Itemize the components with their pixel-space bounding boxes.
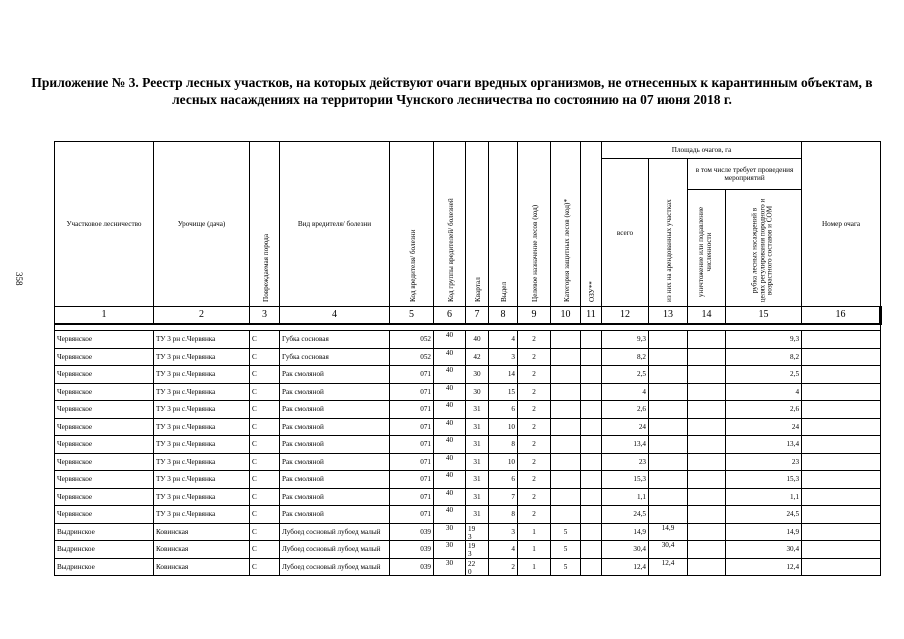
cell-col-7: 31 [466, 401, 489, 419]
cell-col-16 [802, 401, 881, 419]
cell-col-15: 8,2 [726, 348, 802, 366]
cell-col-5: 039 [390, 523, 434, 541]
cell-col-7: 42 [466, 348, 489, 366]
cell-col-6: 40 [434, 488, 466, 506]
cell-col-13: 14,9 [649, 523, 688, 541]
cell-col-11 [581, 401, 602, 419]
cell-col-11 [581, 436, 602, 454]
cell-col-5: 071 [390, 383, 434, 401]
cell-col-2: Ковинская [154, 558, 250, 576]
cell-col-10 [551, 436, 581, 454]
table-row [55, 541, 881, 559]
header-focus-number: Номер очага [802, 142, 881, 307]
cell-col-2: ТУ 3 рн с.Червянка [154, 331, 250, 349]
header-row-1 [55, 142, 881, 159]
header-tract: Урочище (дача) [154, 142, 250, 307]
cell-col-8: 3 [489, 523, 518, 541]
cell-col-9: 2 [518, 366, 551, 384]
cell-col-2: ТУ 3 рн с.Червянка [154, 471, 250, 489]
cell-col-5: 039 [390, 558, 434, 576]
cell-col-16 [802, 488, 881, 506]
cell-col-6: 30 [434, 558, 466, 576]
table-row [55, 401, 881, 419]
cell-col-13 [649, 453, 688, 471]
cell-col-3: С [250, 541, 280, 559]
cell-col-15: 14,9 [726, 523, 802, 541]
cell-col-13: 12,4 [649, 558, 688, 576]
cell-col-8: 4 [489, 541, 518, 559]
cell-col-16 [802, 418, 881, 436]
cell-col-4: Губка сосновая [280, 331, 390, 349]
page-number: 358 [14, 272, 24, 286]
cell-col-8: 8 [489, 436, 518, 454]
cell-col-9: 2 [518, 418, 551, 436]
cell-col-5: 071 [390, 436, 434, 454]
cell-col-7: 40 [466, 331, 489, 349]
column-number: 2 [154, 307, 250, 325]
cell-col-3: С [250, 348, 280, 366]
column-number-row [55, 307, 881, 325]
cell-col-2: ТУ 3 рн с.Червянка [154, 453, 250, 471]
cell-col-12: 1,1 [602, 488, 649, 506]
cell-col-15: 24 [726, 418, 802, 436]
cell-col-14 [688, 331, 726, 349]
cell-col-2: ТУ 3 рн с.Червянка [154, 401, 250, 419]
cell-col-12: 9,3 [602, 331, 649, 349]
cell-col-13 [649, 506, 688, 524]
table-row [55, 523, 881, 541]
cell-col-11 [581, 383, 602, 401]
cell-col-8: 15 [489, 383, 518, 401]
table-row [55, 471, 881, 489]
cell-col-15: 9,3 [726, 331, 802, 349]
cell-col-5: 071 [390, 366, 434, 384]
cell-col-10 [551, 506, 581, 524]
cell-col-11 [581, 348, 602, 366]
table-row [55, 348, 881, 366]
cell-col-4: Рак смоляной [280, 471, 390, 489]
cell-col-12: 15,3 [602, 471, 649, 489]
cell-col-2: ТУ 3 рн с.Червянка [154, 488, 250, 506]
column-number: 11 [581, 307, 602, 325]
cell-col-13 [649, 471, 688, 489]
cell-col-9: 2 [518, 383, 551, 401]
cell-col-1: Червянское [55, 436, 154, 454]
cell-col-13 [649, 436, 688, 454]
cell-col-4: Рак смоляной [280, 366, 390, 384]
cell-col-8: 6 [489, 401, 518, 419]
cell-col-16 [802, 453, 881, 471]
cell-col-1: Червянское [55, 471, 154, 489]
column-number: 4 [280, 307, 390, 325]
column-number: 7 [466, 307, 489, 325]
cell-col-6: 40 [434, 401, 466, 419]
cell-col-9: 2 [518, 436, 551, 454]
cell-col-13 [649, 348, 688, 366]
cell-col-15: 13,4 [726, 436, 802, 454]
cell-col-2: ТУ 3 рн с.Червянка [154, 383, 250, 401]
cell-col-3: С [250, 488, 280, 506]
cell-col-9: 2 [518, 471, 551, 489]
cell-col-11 [581, 488, 602, 506]
cell-col-5: 071 [390, 506, 434, 524]
cell-col-13: 30,4 [649, 541, 688, 559]
cell-col-12: 30,4 [602, 541, 649, 559]
cell-col-12: 8,2 [602, 348, 649, 366]
cell-col-16 [802, 471, 881, 489]
cell-col-2: ТУ 3 рн с.Червянка [154, 348, 250, 366]
cell-col-8: 6 [489, 471, 518, 489]
cell-col-3: С [250, 418, 280, 436]
cell-col-4: Рак смоляной [280, 383, 390, 401]
cell-col-12: 24 [602, 418, 649, 436]
cell-col-6: 40 [434, 348, 466, 366]
cell-col-11 [581, 558, 602, 576]
cell-col-8: 4 [489, 331, 518, 349]
header-purpose: Целевое назначение лесов (код) [518, 142, 551, 307]
cell-col-8: 3 [489, 348, 518, 366]
cell-col-2: ТУ 3 рн с.Червянка [154, 506, 250, 524]
cell-col-5: 071 [390, 471, 434, 489]
cell-col-16 [802, 366, 881, 384]
cell-col-10 [551, 488, 581, 506]
cell-col-4: Рак смоляной [280, 401, 390, 419]
cell-col-11 [581, 331, 602, 349]
cell-col-6: 40 [434, 331, 466, 349]
cell-col-9: 2 [518, 488, 551, 506]
cell-col-11 [581, 418, 602, 436]
cell-col-14 [688, 488, 726, 506]
cell-col-2: Ковинская [154, 523, 250, 541]
cell-col-4: Рак смоляной [280, 418, 390, 436]
cell-col-1: Червянское [55, 488, 154, 506]
header-forestry: Участковое лесничество [55, 142, 154, 307]
registry-table [54, 141, 882, 576]
column-number: 1 [55, 307, 154, 325]
cell-col-6: 40 [434, 506, 466, 524]
cell-col-10 [551, 366, 581, 384]
header-category: Категория защитных лесов (код)* [551, 142, 581, 307]
cell-col-14 [688, 523, 726, 541]
column-number: 5 [390, 307, 434, 325]
cell-col-7: 30 [466, 366, 489, 384]
header-section: Выдел [489, 142, 518, 307]
table-row [55, 418, 881, 436]
cell-col-15: 2,6 [726, 401, 802, 419]
cell-col-15: 15,3 [726, 471, 802, 489]
cell-col-12: 4 [602, 383, 649, 401]
cell-col-10: 5 [551, 558, 581, 576]
cell-col-9: 1 [518, 523, 551, 541]
cell-col-9: 1 [518, 541, 551, 559]
cell-col-1: Выдринское [55, 541, 154, 559]
cell-col-13 [649, 418, 688, 436]
cell-col-6: 40 [434, 436, 466, 454]
cell-col-7: 31 [466, 453, 489, 471]
cell-col-10 [551, 331, 581, 349]
cell-col-3: С [250, 366, 280, 384]
header-felling: рубка лесных насаждений в целях регулирования породного и возрастного составов и СОМ [726, 190, 802, 307]
cell-col-4: Рак смоляной [280, 506, 390, 524]
cell-col-12: 14,9 [602, 523, 649, 541]
cell-col-13 [649, 366, 688, 384]
cell-col-7: 31 [466, 506, 489, 524]
cell-col-11 [581, 366, 602, 384]
cell-col-11 [581, 453, 602, 471]
column-number: 16 [802, 307, 881, 325]
cell-col-7: 19 3 [466, 523, 489, 541]
table-row [55, 558, 881, 576]
cell-col-1: Червянское [55, 453, 154, 471]
table-row [55, 506, 881, 524]
cell-col-13 [649, 383, 688, 401]
column-number: 9 [518, 307, 551, 325]
header-suppression: уничтожение или подавление численности [688, 190, 726, 307]
cell-col-16 [802, 523, 881, 541]
cell-col-6: 40 [434, 471, 466, 489]
cell-col-15: 4 [726, 383, 802, 401]
cell-col-4: Рак смоляной [280, 436, 390, 454]
cell-col-16 [802, 558, 881, 576]
cell-col-4: Губка сосновая [280, 348, 390, 366]
cell-col-4: Лубоед сосновый лубоед малый [280, 541, 390, 559]
cell-col-6: 40 [434, 366, 466, 384]
cell-col-5: 039 [390, 541, 434, 559]
cell-col-10: 5 [551, 541, 581, 559]
cell-col-10 [551, 383, 581, 401]
cell-col-1: Выдринское [55, 558, 154, 576]
cell-col-5: 071 [390, 401, 434, 419]
cell-col-9: 1 [518, 558, 551, 576]
cell-col-10: 5 [551, 523, 581, 541]
cell-col-9: 2 [518, 331, 551, 349]
cell-col-12: 2,6 [602, 401, 649, 419]
cell-col-16 [802, 541, 881, 559]
cell-col-5: 071 [390, 453, 434, 471]
cell-col-14 [688, 471, 726, 489]
cell-col-3: С [250, 383, 280, 401]
cell-col-7: 31 [466, 436, 489, 454]
document-title: Приложение № 3. Реестр лесных участков, на которых действуют очаги вредных организмов, не отнесенных к карантинным объектам, в лесных насаждениях на территории Чунского лесничества по состоянию на 07 июня 2018 г. [31, 75, 873, 107]
cell-col-14 [688, 436, 726, 454]
cell-col-3: С [250, 453, 280, 471]
column-number: 13 [649, 307, 688, 325]
cell-col-7: 22 0 [466, 558, 489, 576]
cell-col-15: 2,5 [726, 366, 802, 384]
cell-col-5: 052 [390, 348, 434, 366]
cell-col-12: 24,5 [602, 506, 649, 524]
cell-col-7: 31 [466, 418, 489, 436]
column-number: 14 [688, 307, 726, 325]
table-row [55, 331, 881, 349]
column-number: 15 [726, 307, 802, 325]
cell-col-13 [649, 401, 688, 419]
cell-col-15: 12,4 [726, 558, 802, 576]
cell-col-3: С [250, 471, 280, 489]
cell-col-5: 071 [390, 418, 434, 436]
column-number: 12 [602, 307, 649, 325]
cell-col-3: С [250, 506, 280, 524]
table-row [55, 453, 881, 471]
cell-col-9: 2 [518, 506, 551, 524]
cell-col-9: 2 [518, 401, 551, 419]
cell-col-11 [581, 523, 602, 541]
header-pest-code: Код вредителя/ болезни [390, 142, 434, 307]
header-ozu: ОЗУ** [581, 142, 602, 307]
header-measures: в том числе требует проведения мероприятий [688, 159, 802, 190]
cell-col-14 [688, 401, 726, 419]
cell-col-9: 2 [518, 348, 551, 366]
cell-col-6: 30 [434, 541, 466, 559]
cell-col-9: 2 [518, 453, 551, 471]
cell-col-11 [581, 541, 602, 559]
cell-col-16 [802, 331, 881, 349]
cell-col-8: 7 [489, 488, 518, 506]
cell-col-1: Червянское [55, 331, 154, 349]
column-number: 10 [551, 307, 581, 325]
cell-col-1: Выдринское [55, 523, 154, 541]
cell-col-3: С [250, 331, 280, 349]
cell-col-14 [688, 558, 726, 576]
cell-col-2: ТУ 3 рн с.Червянка [154, 366, 250, 384]
cell-col-14 [688, 453, 726, 471]
cell-col-2: Ковинская [154, 541, 250, 559]
column-number: 6 [434, 307, 466, 325]
cell-col-5: 071 [390, 488, 434, 506]
cell-col-4: Лубоед сосновый лубоед малый [280, 523, 390, 541]
cell-col-1: Червянское [55, 401, 154, 419]
cell-col-5: 052 [390, 331, 434, 349]
cell-col-6: 40 [434, 418, 466, 436]
cell-col-15: 23 [726, 453, 802, 471]
cell-col-12: 12,4 [602, 558, 649, 576]
cell-col-7: 30 [466, 383, 489, 401]
cell-col-15: 1,1 [726, 488, 802, 506]
header-quarter: Квартал [466, 142, 489, 307]
cell-col-14 [688, 348, 726, 366]
table-body [55, 331, 881, 576]
cell-col-8: 2 [489, 558, 518, 576]
cell-col-11 [581, 506, 602, 524]
header-total: всего [602, 159, 649, 307]
column-number: 8 [489, 307, 518, 325]
cell-col-16 [802, 506, 881, 524]
cell-col-15: 24,5 [726, 506, 802, 524]
cell-col-8: 10 [489, 418, 518, 436]
header-pest: Вид вредителя/ болезни [280, 142, 390, 307]
cell-col-6: 30 [434, 523, 466, 541]
cell-col-12: 13,4 [602, 436, 649, 454]
header-species: Повреждаемая порода [250, 142, 280, 307]
cell-col-8: 8 [489, 506, 518, 524]
header-group-code: Код группы вредителей/ болезней [434, 142, 466, 307]
cell-col-4: Рак смоляной [280, 488, 390, 506]
cell-col-10 [551, 453, 581, 471]
cell-col-2: ТУ 3 рн с.Червянка [154, 436, 250, 454]
cell-col-11 [581, 471, 602, 489]
cell-col-12: 2,5 [602, 366, 649, 384]
table-row [55, 488, 881, 506]
cell-col-13 [649, 331, 688, 349]
cell-col-10 [551, 401, 581, 419]
cell-col-7: 31 [466, 488, 489, 506]
table-row [55, 383, 881, 401]
cell-col-8: 10 [489, 453, 518, 471]
cell-col-7: 19 3 [466, 541, 489, 559]
cell-col-3: С [250, 436, 280, 454]
cell-col-10 [551, 348, 581, 366]
cell-col-8: 14 [489, 366, 518, 384]
cell-col-1: Червянское [55, 506, 154, 524]
cell-col-3: С [250, 401, 280, 419]
cell-col-10 [551, 471, 581, 489]
cell-col-7: 31 [466, 471, 489, 489]
cell-col-2: ТУ 3 рн с.Червянка [154, 418, 250, 436]
cell-col-10 [551, 418, 581, 436]
cell-col-13 [649, 488, 688, 506]
column-number: 3 [250, 307, 280, 325]
cell-col-4: Рак смоляной [280, 453, 390, 471]
cell-col-6: 40 [434, 383, 466, 401]
cell-col-3: С [250, 523, 280, 541]
cell-col-15: 30,4 [726, 541, 802, 559]
cell-col-6: 40 [434, 453, 466, 471]
cell-col-16 [802, 436, 881, 454]
cell-col-14 [688, 418, 726, 436]
table-row [55, 366, 881, 384]
cell-col-4: Лубоед сосновый лубоед малый [280, 558, 390, 576]
cell-col-16 [802, 383, 881, 401]
header-leased: из них на арендованных участках [649, 159, 688, 307]
cell-col-14 [688, 541, 726, 559]
cell-col-1: Червянское [55, 348, 154, 366]
cell-col-1: Червянское [55, 366, 154, 384]
cell-col-3: С [250, 558, 280, 576]
cell-col-16 [802, 348, 881, 366]
header-area: Площадь очагов, га [602, 142, 802, 159]
cell-col-1: Червянское [55, 383, 154, 401]
cell-col-14 [688, 383, 726, 401]
table-row [55, 436, 881, 454]
cell-col-14 [688, 366, 726, 384]
cell-col-1: Червянское [55, 418, 154, 436]
cell-col-12: 23 [602, 453, 649, 471]
cell-col-14 [688, 506, 726, 524]
